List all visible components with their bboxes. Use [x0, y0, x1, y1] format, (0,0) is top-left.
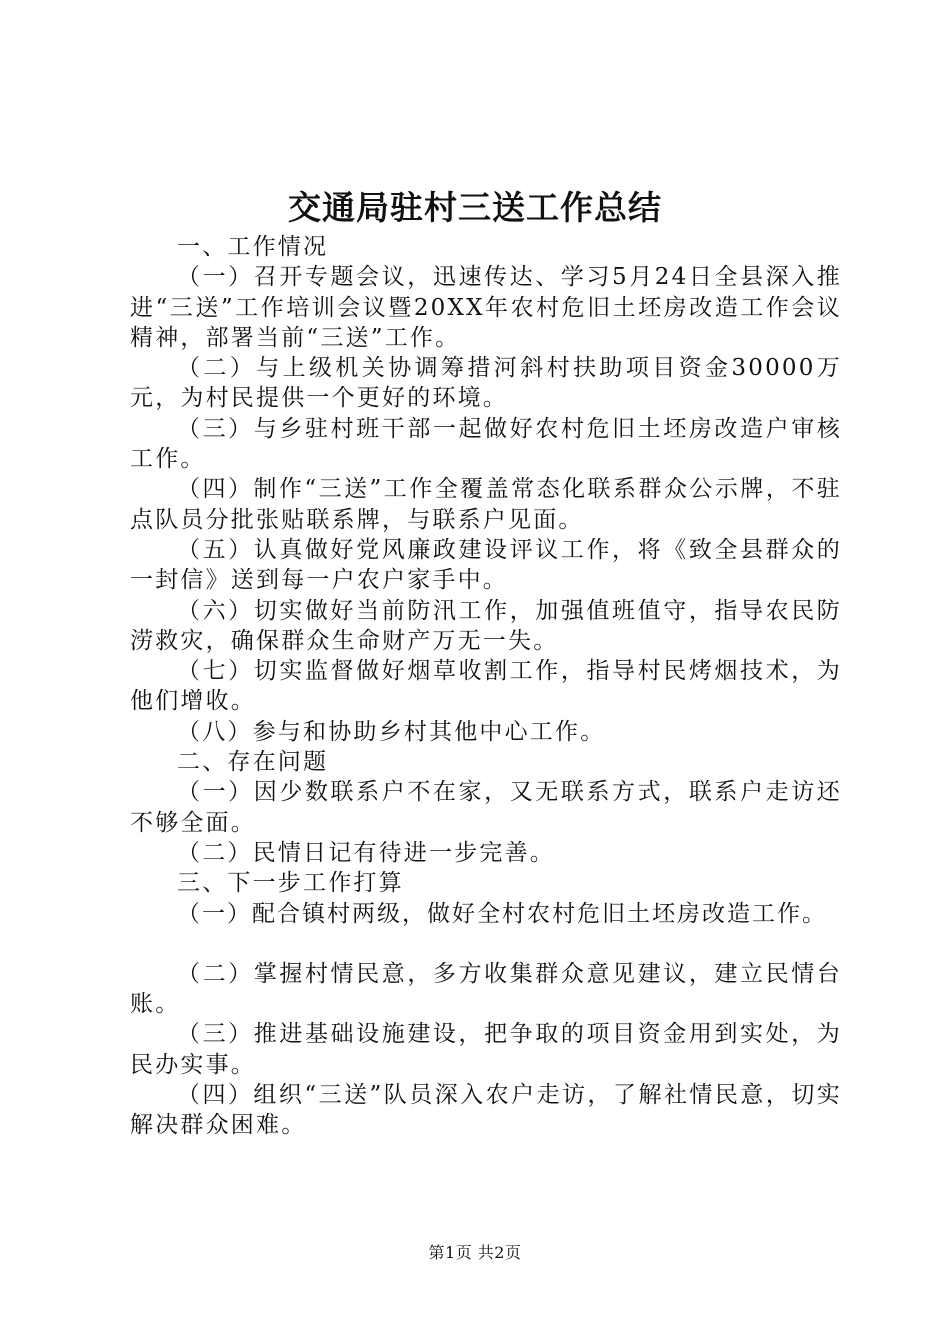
section-heading-work-status: 一、工作情况 — [177, 234, 329, 260]
work-item-8: （八）参与和协助乡村其他中心工作。 — [177, 718, 606, 745]
plan-item-2: （二）掌握村情民意，多方收集群众意见建议，建立民情台账。 — [130, 960, 842, 1018]
document-title: 交通局驻村三送工作总结 — [288, 188, 662, 227]
work-item-1: （一）召开专题会议，迅速传达、学习5月24日全县深入推进“三送”工作培训会议暨20XX年农村危旧土坯房改造工作会议精神，部署当前“三送”工作。 — [130, 264, 842, 351]
work-item-7: （七）切实监督做好烟草收割工作，指导村民烤烟技术，为他们增收。 — [130, 658, 842, 715]
paragraph-gap — [130, 929, 842, 959]
section-heading-problems: 二、存在问题 — [177, 749, 329, 776]
plan-item-1: （一）配合镇村两级，做好全村农村危旧土坯房改造工作。 — [177, 900, 827, 927]
section-heading-next-steps: 三、下一步工作打算 — [177, 870, 404, 897]
work-item-6: （六）切实做好当前防汛工作，加强值班值守，指导农民防涝救灾，确保群众生命财产万无一失。 — [130, 597, 842, 654]
document-body — [130, 232, 842, 1141]
work-item-2: （二）与上级机关协调筹措河斜村扶助项目资金30000万元，为村民提供一个更好的环境。 — [130, 355, 842, 412]
work-item-4: （四）制作“三送”工作全覆盖常态化联系群众公示牌，不驻点队员分批张贴联系牌，与联系户见面。 — [130, 476, 842, 533]
work-item-5: （五）认真做好党风廉政建设评议工作，将《致全县群众的一封信》送到每一户农户家手中。 — [130, 536, 842, 594]
plan-item-4: （四）组织“三送”队员深入农户走访，了解社情民意，切实解决群众困难。 — [130, 1082, 842, 1139]
page-footer: 第1页 共2页 — [428, 1243, 522, 1262]
problem-item-1: （一）因少数联系户不在家，又无联系方式，联系户走访还不够全面。 — [130, 779, 842, 836]
plan-item-3: （三）推进基础设施建设，把争取的项目资金用到实处，为民办实事。 — [130, 1021, 842, 1078]
work-item-3: （三）与乡驻村班干部一起做好农村危旧土坯房改造户审核工作。 — [130, 415, 842, 473]
problem-item-2: （二）民情日记有待进一步完善。 — [177, 839, 555, 866]
